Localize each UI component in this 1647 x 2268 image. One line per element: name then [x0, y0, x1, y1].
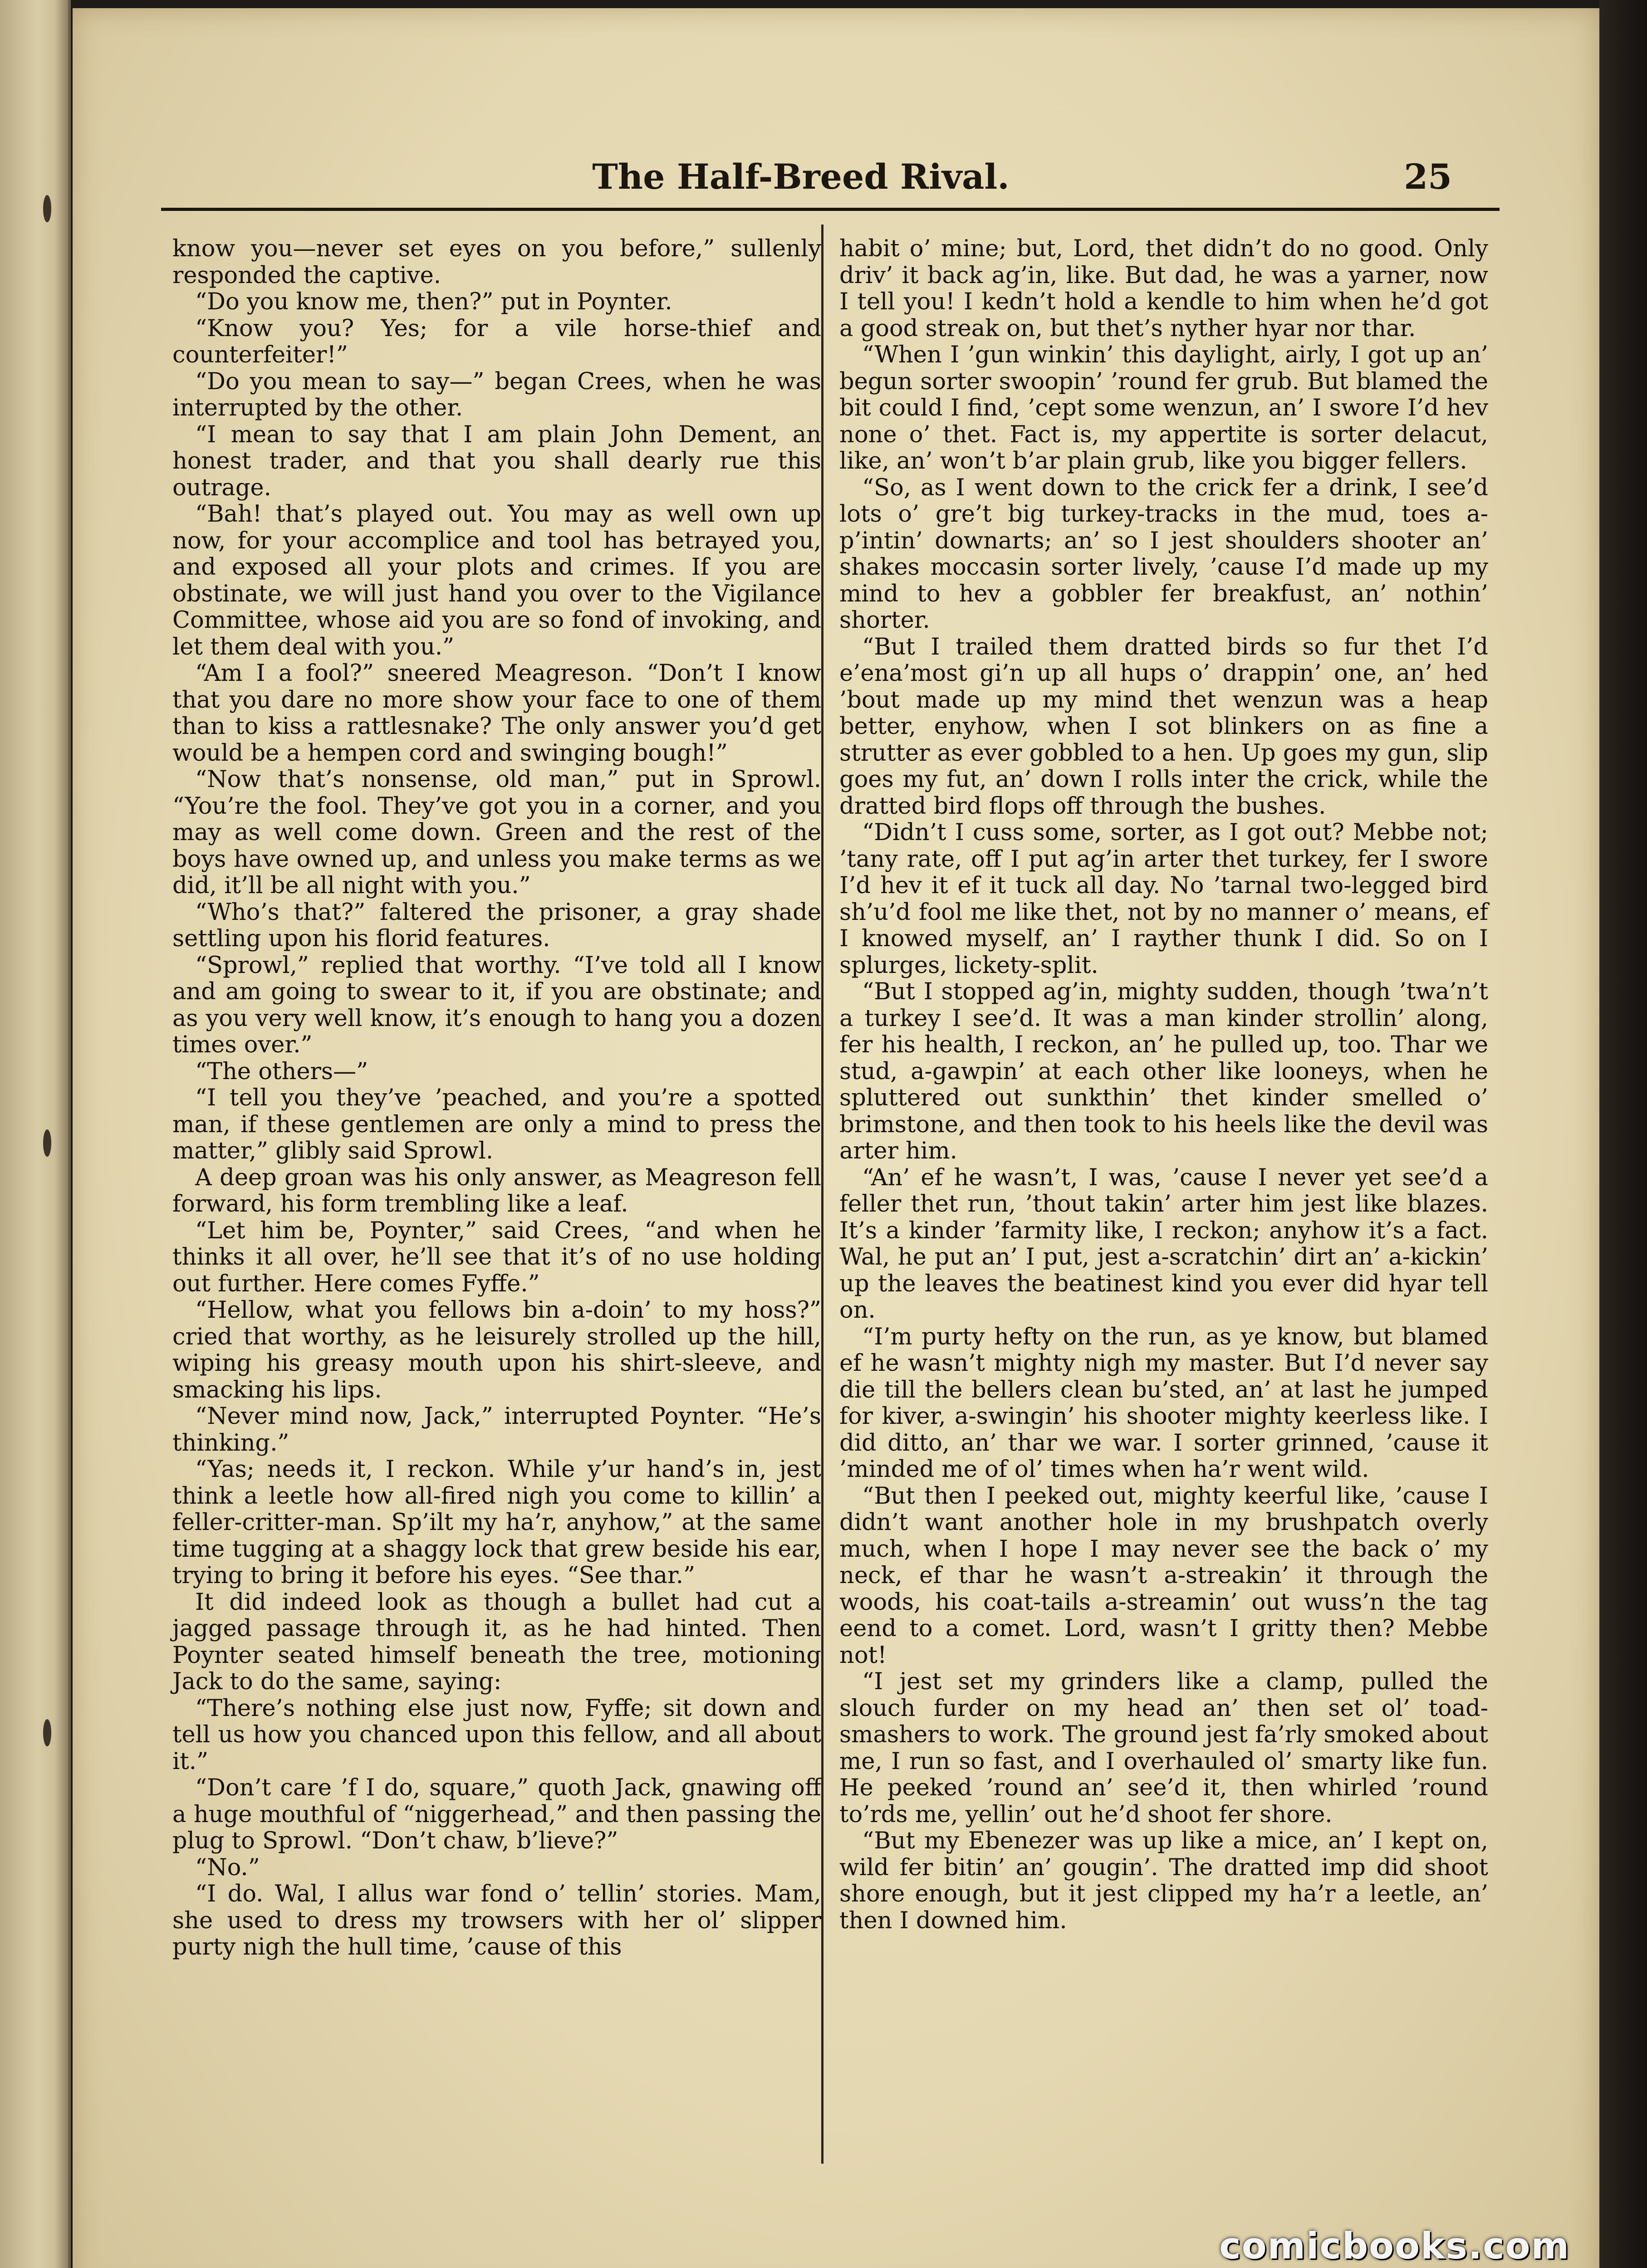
paragraph: “Do you mean to say—” began Crees, when he was interrupted by the other. [172, 368, 821, 421]
paragraph: “Never mind now, Jack,” interrupted Poynter. “He’s thinking.” [172, 1403, 821, 1457]
paragraph: “I’m purty hefty on the run, as ye know, but blamed ef he wasn’t mighty nigh my master. But I’d never say die till the bellers clean bu’sted, an’ at last he jumped for kiver, a-swingin’ his shooter mighty keerless like. I did ditto, an’ thar we war. I sorter grinned, ’cause it ’minded me of ol’ times when ha’r went wild. [839, 1323, 1488, 1483]
paragraph: “Yas; needs it, I reckon. While y’ur hand’s in, jest think a leetle how all-fired nigh you come to killin’ a feller-critter-man. Sp’ilt my ha’r, anyhow,” at the same time tugging at a shaggy lock that grew beside his ear, trying to bring it before his eyes. “See thar.” [172, 1456, 821, 1589]
paragraph: “But my Ebenezer was up like a mice, an’ I kept on, wild fer bitin’ an’ gougin’. The dratted imp did shoot shore enough, but it jest clipped my ha’r a leetle, an’ then I downed him. [839, 1828, 1488, 1934]
paragraph: “Don’t care ’f I do, square,” quoth Jack, gnawing off a huge mouthful of “niggerhead,” and then passing the plug to Sprowl. “Don’t chaw, b’lieve?” [172, 1774, 821, 1854]
paragraph: A deep groan was his only answer, as Meagreson fell forward, his form trembling like a leaf. [172, 1164, 821, 1217]
binding-stitch [43, 1719, 51, 1746]
paragraph: “Know you? Yes; for a vile horse-thief and counterfeiter!” [172, 315, 821, 368]
paragraph: “An’ ef he wasn’t, I was, ’cause I never yet see’d a feller thet run, ’thout takin’ arter him jest like blazes. It’s a kinder ’farmity like, I reckon; anyhow it’s a fact. Wal, he put an’ I put, jest a-scratchin’ dirt an’ a-kickin’ up the leaves the beatinest kind you ever did hyar tell on. [839, 1164, 1488, 1324]
paragraph: “But I stopped ag’in, mighty sudden, though ’twa’n’t a turkey I see’d. It was a man kinder strollin’ along, fer his health, I reckon, an’ he pulled up, too. Thar we stud, a-gawpin’ at each other like looneys, when he spluttered out sunkthin’ thet kinder smelled o’ brimstone, and then took to his heels like the devil was arter him. [839, 978, 1488, 1164]
column-divider [821, 225, 824, 2164]
paragraph: “I jest set my grinders like a clamp, pulled the slouch furder on my head an’ then set ol’ toad-smashers to work. The ground jest fa’rly smoked about me, I run so fast, and I overhauled ol’ smarty like fun. He peeked ’round an’ see’d it, then whirled ’round to’rds me, yellin’ out he’d shoot fer shore. [839, 1668, 1488, 1828]
paragraph: “Now that’s nonsense, old man,” put in Sprowl. “You’re the fool. They’ve got you in a corner, and you may as well come down. Green and the rest of the boys have owned up, and unless you make terms as we did, it’ll be all night with you.” [172, 766, 821, 899]
header-rule [161, 208, 1500, 211]
right-column [839, 236, 1488, 1934]
paragraph: “So, as I went down to the crick fer a drink, I see’d lots o’ gre’t big turkey-tracks in the mud, toes a-p’intin’ downarts; an’ so I jest shoulders shooter an’ shakes moccasin sorter lively, ’cause I’d made up my mind to hev a gobbler fer breakfust, an’ nothin’ shorter. [839, 474, 1488, 634]
paragraph: “I do. Wal, I allus war fond o’ tellin’ stories. Mam, she used to dress my trowsers with her ol’ slipper purty nigh the hull time, ’cause of this [172, 1881, 821, 1960]
paragraph: “Am I a fool?” sneered Meagreson. “Don’t I know that you dare no more show your face to one of them than to kiss a rattlesnake? The only answer you’d get would be a hempen cord and swinging bough!” [172, 660, 821, 767]
paragraph: “Let him be, Poynter,” said Crees, “and when he thinks it all over, he’ll see that it’s of no use holding out further. Here comes Fyffe.” [172, 1217, 821, 1297]
binding-stitch [43, 195, 51, 222]
paragraph: “Do you know me, then?” put in Poynter. [195, 288, 672, 315]
paragraph: “I mean to say that I am plain John Dement, an honest trader, and that you shall dearly rue this outrage. [172, 421, 821, 501]
running-title: The Half-Breed Rival. [592, 156, 1010, 197]
paragraph: “But I trailed them dratted birds so fur thet I’d e’ena’most gi’n up all hups o’ drappin’ one, an’ hed ’bout made up my mind thet wenzun was a heap better, enyhow, when I sot blinkers on as fine a strutter as ever gobbled to a hen. Up goes my gun, slip goes my fut, an’ down I rolls inter the crick, while the dratted bird flops off through the bushes. [839, 633, 1488, 820]
paragraph: It did indeed look as though a bullet had cut a jagged passage through it, as he had hinted. Then Poynter seated himself beneath the tree, motioning Jack to do the same, saying: [172, 1589, 821, 1695]
scan-border [1599, 0, 1647, 2268]
paragraph: “No.” [195, 1854, 260, 1881]
paragraph: “Bah! that’s played out. You may as well own up now, for your accomplice and tool has betrayed you, and exposed all your plots and crimes. If you are obstinate, we will just hand you over to the Vigilance Committee, whose aid you are so fond of invoking, and let them deal with you.” [172, 501, 821, 660]
paragraph: “The others—” [195, 1058, 368, 1085]
left-column [172, 236, 821, 1961]
paragraph: “I tell you they’ve ’peached, and you’re a spotted man, if these gentlemen are only a mind to press the matter,” glibly said Sprowl. [172, 1085, 821, 1164]
binding-stitch [43, 1129, 51, 1157]
paragraph: “When I ’gun winkin’ this daylight, airly, I got up an’ begun sorter swoopin’ ’round fer grub. But blamed the bit could I find, ’cept some wenzun, an’ I swore I’d hev none o’ thet. Fact is, my appertite is sorter delacut, like, an’ won’t b’ar plain grub, like you bigger fellers. [839, 342, 1488, 474]
paragraph: “Sprowl,” replied that worthy. “I’ve told all I know and am going to swear to it, if you are obstinate; and as you very well know, it’s enough to hang you a dozen times over.” [172, 952, 821, 1058]
source-watermark: comicbooks.com [1219, 2225, 1570, 2267]
previous-page-edge [0, 0, 71, 2268]
page-number: 25 [1404, 156, 1452, 197]
paragraph: habit o’ mine; but, Lord, thet didn’t do no good. Only driv’ it back ag’in, like. But dad, he was a yarner, now I tell you! I kedn’t hold a kendle to him when he’d got a good streak on, but thet’s nyther hyar nor thar. [839, 235, 1488, 342]
paragraph: “But then I peeked out, mighty keerful like, ’cause I didn’t want another hole in my brushpatch overly much, when I hope I may never see the back o’ my neck, ef thar he wasn’t a-streakin’ it through the woods, his coat-tails a-streamin’ out wuss’n the tag eend to a comet. Lord, wasn’t I gritty then? Mebbe not! [839, 1482, 1488, 1669]
paragraph: “Who’s that?” faltered the prisoner, a gray shade settling upon his florid features. [172, 899, 821, 952]
paragraph: “Didn’t I cuss some, sorter, as I got out? Mebbe not; ’tany rate, off I put ag’in arter thet turkey, fer I swore I’d hev it ef it tuck all day. No ’tarnal two-legged bird sh’u’d fool me like thet, not by no manner o’ means, ef I knowed myself, an’ I rayther thunk I did. So on I splurges, lickety-split. [839, 819, 1488, 979]
paragraph: “There’s nothing else just now, Fyffe; sit down and tell us how you chanced upon this fellow, and all about it.” [172, 1695, 821, 1775]
paragraph: know you—never set eyes on you before,” sullenly responded the captive. [172, 235, 821, 289]
paragraph: “Hellow, what you fellows bin a-doin’ to my hoss?” cried that worthy, as he leisurely strolled up the hill, wiping his greasy mouth upon his shirt-sleeve, and smacking his lips. [172, 1297, 821, 1403]
